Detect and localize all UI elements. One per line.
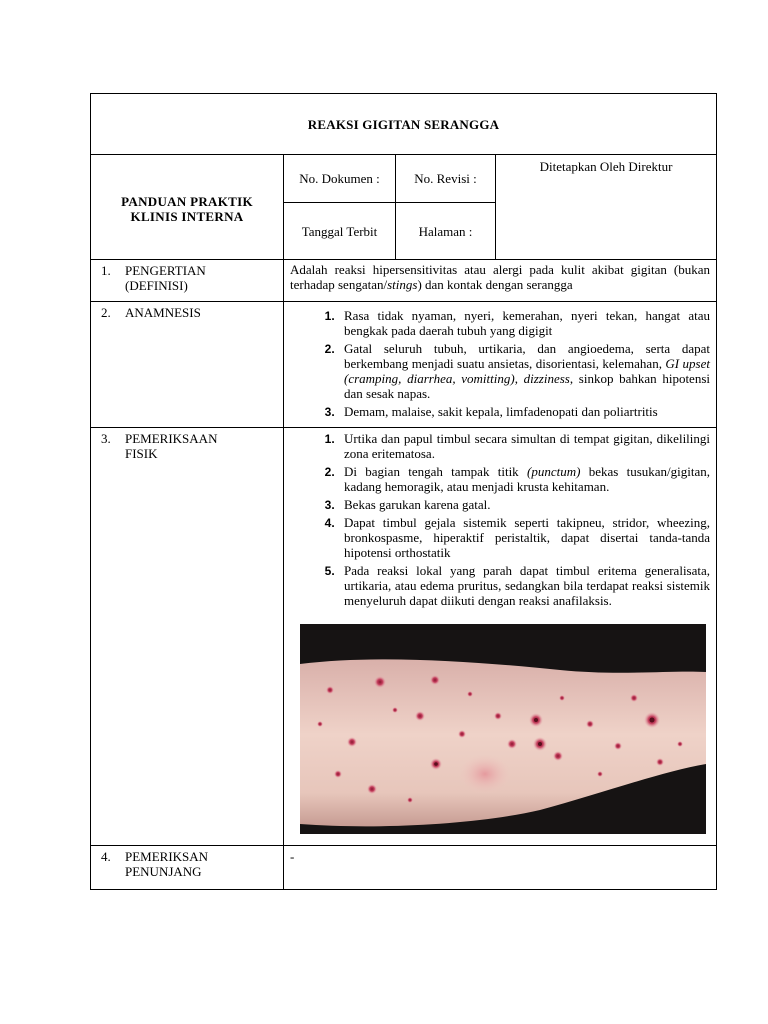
section-number: 1. xyxy=(101,263,111,278)
list-item: 4. Dapat timbul gejala sistemik seperti takipneu, stridor, wheezing, bronkospasme, hiperaktif peristaltik, dapat disertai tanda-tanda hipotensi orthostatik xyxy=(338,515,710,560)
tanggal-terbit-cell: Tanggal Terbit xyxy=(284,203,396,260)
section-label-line: PEMERIKSAAN xyxy=(125,431,218,446)
section-penunjang-label xyxy=(91,846,284,890)
definition-text: Adalah reaksi hipersensitivitas atau alergi pada kulit akibat gigitan (bukan terhadap sengatan/ xyxy=(290,262,711,292)
halaman-cell: Halaman : xyxy=(396,203,496,260)
document-title: REAKSI GIGITAN SERANGGA xyxy=(91,94,717,155)
ppk-label xyxy=(91,155,284,260)
section-label-line: PEMERIKSAN xyxy=(125,849,209,864)
section-pemeriksaan-fisik-content xyxy=(284,428,717,846)
section-number: 2. xyxy=(101,305,111,320)
section-label-line: FISIK xyxy=(125,446,158,461)
arm-with-bite-lesions-image xyxy=(300,624,706,834)
section-anamnesis-content xyxy=(284,302,717,428)
no-revisi-cell: No. Revisi : xyxy=(396,155,496,203)
clinical-photo-insect-bites xyxy=(300,624,706,834)
ppk-line-2: KLINIS INTERNA xyxy=(130,209,244,224)
list-item: 3. Demam, malaise, sakit kepala, limfadenopati dan poliartritis xyxy=(338,404,710,419)
list-item: 2. Di bagian tengah tampak titik (punctum) bekas tusukan/gigitan, kadang hemoragik, atau menjadi krusta kehitaman. xyxy=(338,464,710,494)
list-item: 2. Gatal seluruh tubuh, urtikaria, dan angioedema, serta dapat berkembang menjadi suatu ansietas, disorientasi, kelemahan, GI upset (cramping, diarrhea, vomitting), dizziness, sinkop bahkan hipotensi dan sesak napas. xyxy=(338,341,710,401)
section-label-line: (DEFINISI) xyxy=(125,278,188,293)
section-number: 3. xyxy=(101,431,111,446)
definition-italic: stings xyxy=(387,277,418,292)
section-pemeriksaan-fisik-label xyxy=(91,428,284,846)
section-label-line: PENGERTIAN xyxy=(125,263,206,278)
no-dokumen-cell: No. Dokumen : xyxy=(284,155,396,203)
document-table xyxy=(90,93,717,890)
list-item: 1. Urtika dan papul timbul secara simultan di tempat gigitan, dikelilingi zona eritematosa. xyxy=(338,431,710,461)
list-item: 1. Rasa tidak nyaman, nyeri, kemerahan, nyeri tekan, hangat atau bengkak pada daerah tubuh yang digigit xyxy=(338,308,710,338)
ditetapkan-cell: Ditetapkan Oleh Direktur xyxy=(496,155,717,260)
section-label-line: PENUNJANG xyxy=(125,864,202,879)
definition-text-end: ) dan kontak dengan serangga xyxy=(417,277,573,292)
section-number: 4. xyxy=(101,849,111,864)
pemeriksaan-fisik-list xyxy=(290,431,710,608)
list-item: 5. Pada reaksi lokal yang parah dapat timbul eritema generalisata, urtikaria, atau edema pruritus, sedangkan bila terdapat reaksi sistemik menyeluruh dapat diikuti dengan reaksi anafilaksis. xyxy=(338,563,710,608)
section-label-line: ANAMNESIS xyxy=(125,305,201,320)
ppk-line-1: PANDUAN PRAKTIK xyxy=(121,194,253,209)
section-pengertian-label xyxy=(91,260,284,302)
list-item: 3. Bekas garukan karena gatal. xyxy=(338,497,710,512)
section-anamnesis-label xyxy=(91,302,284,428)
anamnesis-list xyxy=(290,308,710,419)
section-pengertian-content xyxy=(284,260,717,302)
section-penunjang-content: - xyxy=(284,846,717,890)
